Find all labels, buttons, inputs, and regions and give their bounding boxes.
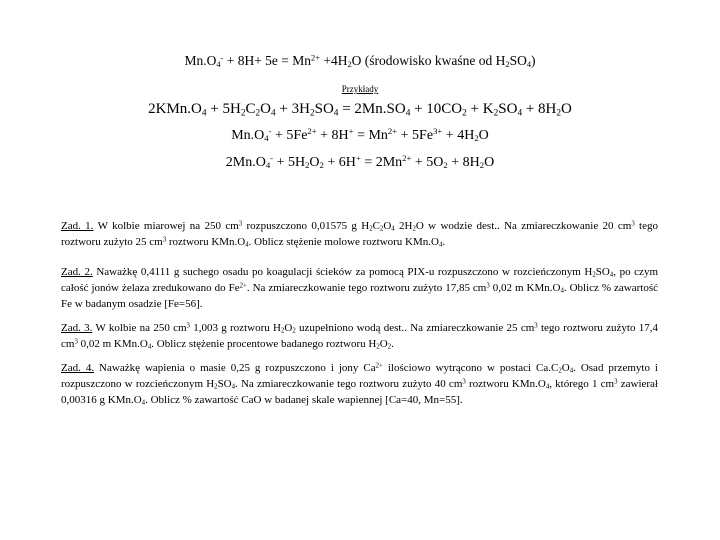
task-3-text: W kolbie na 250 $cm^3$ 1,003 g roztworu $H_2O_2$ uzupełniono wodą dest.. Na zmiareczkowanie 25 $cm^3$ tego roztworu zużyto 17,4 $cm^3$ 0,02 m $KMn.O_4$. Oblicz stężenie procentowe badanego roztworu $H_2O_2$. <box>61 322 658 351</box>
example-equation-3: $2Mn.O_4^- + 5H_2O_2 + 6H^+ = 2Mn^{2+} + 5O_2 + 8H_2O$ <box>225 153 495 171</box>
task-1-label: Zad. 1. <box>61 220 94 232</box>
task-3-label: Zad. 3. <box>61 322 93 334</box>
example-equation-2: $Mn.O_4^- + 5Fe^{2+} + 8H^+ = Mn^{2+} + 5Fe^{3+} + 4H_2O$ <box>231 126 489 144</box>
task-1-text: W kolbie miarowej na 250 $cm^3$ rozpuszczono 0,01575 g $H_2C_2O_4$ $2H_2O$ w wodzie dest.. Na zmiareczkowanie 20 $cm^3$ tego roztworu zużyto 25 $cm^3$ roztworu $KMn.O_4$. Oblicz stężenie molowe roztworu $KMn.O_4$. <box>61 220 658 249</box>
header-equation-note: (środowisko kwaśne od $H_2SO_4$) <box>361 53 536 70</box>
header-equation <box>0 53 720 69</box>
task-4-text: Naważkę wapienia o masie 0,25 g rozpuszczono i jony $Ca^{2+}$ ilościowo wytrącono w postaci $Ca.C_2O_4$. Osad przemyto i rozpuszczono w rozcieńczonym $H_2SO_4$. Na zmiareczkowanie tego roztworu zużyto 40 $cm^3$ roztworu $KMn.O_4$, którego 1 $cm^3$ zawierał 0,00316 g $KMn.O_4$. Oblicz % zawartość CaO w badanej skale wapiennej [Ca=40, Mn=55]. <box>61 362 658 407</box>
task-2-label: Zad. 2. <box>61 266 93 278</box>
task-4-label: Zad. 4. <box>61 362 95 374</box>
task-2-text: Naważkę 0,4111 g suchego osadu po koagulacji ścieków za pomocą PIX-u rozpuszczono w rozcieńczonym $H_2SO_4$, po czym całość jonów żelaza zredukowano do $Fe^{2+}$. Na zmiareczkowanie tego roztworu zużyto 17,85 $cm^3$ 0,02 m $KMn.O_4$. Oblicz % zawartość Fe w badanym osadzie [Fe=56]. <box>61 266 658 310</box>
task-3 <box>61 320 658 352</box>
example-equation-1: $2KMn.O_4 + 5H_2C_2O_4 + 3H_2SO_4 = 2Mn.SO_4 + 10CO_2 + K_2SO_4 + 8H_2O$ <box>148 101 572 119</box>
task-4 <box>61 360 658 408</box>
task-1 <box>61 218 658 250</box>
header-equation-formula: $Mn.O_4^- + 8H+ 5e = Mn^{2+} +4H_2O$ <box>184 53 362 70</box>
examples-heading: Przykłady <box>341 84 379 94</box>
task-2 <box>61 264 658 312</box>
